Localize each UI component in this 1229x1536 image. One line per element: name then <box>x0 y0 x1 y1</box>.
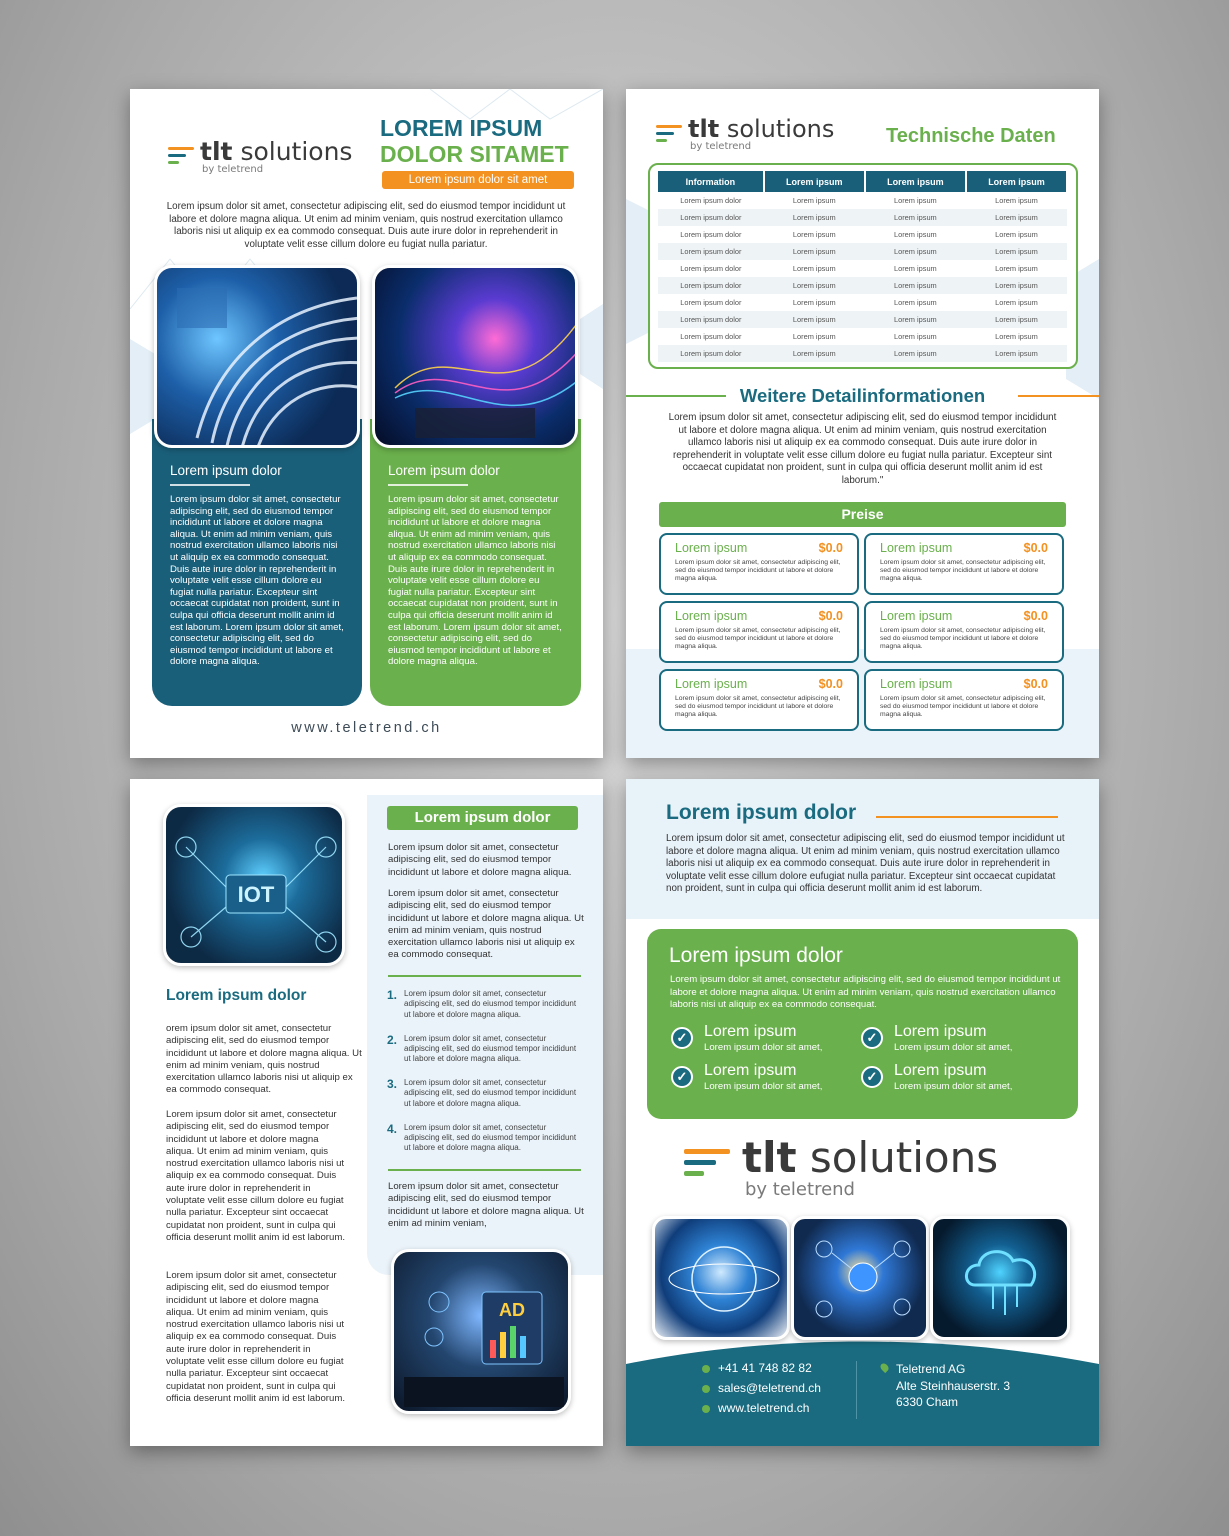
table-cell: Lorem ipsum <box>865 243 966 260</box>
table-cell: Lorem ipsum <box>966 209 1067 226</box>
table-cell: Lorem ipsum <box>865 311 966 328</box>
price-item-name: Lorem ipsum <box>675 609 748 623</box>
footer-divider <box>856 1361 857 1419</box>
cables-illustration <box>157 268 360 448</box>
logo-name: solutions <box>809 1133 999 1182</box>
card-left <box>152 419 362 706</box>
table-cell: Lorem ipsum <box>995 264 1038 273</box>
table-cell: Lorem ipsum <box>764 243 865 260</box>
email-row[interactable] <box>702 1381 821 1395</box>
logo-name: solutions <box>240 137 353 166</box>
page-back-cover <box>626 779 1099 1446</box>
card-right <box>370 419 581 706</box>
price-card <box>864 601 1064 663</box>
checkmark-icon: ✓ <box>671 1066 693 1088</box>
ad-label: AD <box>499 1300 525 1320</box>
detail-divider-right <box>1018 395 1099 397</box>
table-row <box>658 328 1067 345</box>
supply-chain-photo <box>791 1216 929 1340</box>
card-left-title: Lorem ipsum dolor <box>170 463 282 478</box>
iot-photo <box>163 804 345 966</box>
price-item-description: Lorem ipsum dolor sit amet, consectetur adipiscing elit, sed do eiusmod tempor incididunt ut labore et dolore magna aliqua. <box>880 627 1046 651</box>
table-cell: Lorem ipsum <box>995 196 1038 205</box>
phone-number: +41 41 748 82 82 <box>718 1361 812 1375</box>
cover-title-line2: DOLOR SITAMET <box>380 141 569 167</box>
table-header-cell: Lorem ipsum <box>865 171 966 192</box>
price-item-name: Lorem ipsum <box>880 541 953 555</box>
table-header-cell: Information <box>658 171 764 192</box>
cloud-illustration <box>933 1219 1070 1340</box>
checkmark-icon: ✓ <box>671 1027 693 1049</box>
table-cell: Lorem ipsum <box>894 264 937 273</box>
table-row <box>658 277 1067 294</box>
left-paragraph-3: Lorem ipsum dolor sit amet, consectetur adipiscing elit, sed do eiusmod tempor incididunt ut labore et dolore magna aliqua. Ut enim ad minim veniam, quis nostrud exercitation ullamco laboris nisi ut aliquip ex ea commodo consequat. Duis aute irure dolor in reprehenderit in voluptate velit esse cillum dolore eu fugiat nulla pariatur. Excepteur sint occaecat cupidatat non proident, sunt in culpa qui officia deserunt mollit anim id est laborum. <box>166 1270 345 1404</box>
price-item-name: Lorem ipsum <box>880 609 953 623</box>
feature-title: Lorem ipsum <box>894 1023 987 1040</box>
table-cell: Lorem ipsum <box>792 230 836 239</box>
list-divider-bottom <box>388 1169 581 1171</box>
table-cell: Lorem ipsum <box>894 298 937 307</box>
logo-name-bold: tlt <box>688 115 720 143</box>
email-icon <box>702 1385 710 1393</box>
feature-title: Lorem ipsum <box>894 1062 987 1079</box>
table-cell: Lorem ipsum <box>966 277 1067 294</box>
company-logo <box>168 139 352 175</box>
detail-text: Lorem ipsum dolor sit amet, consectetur adipiscing elit, sed do eiusmod tempor incididunt ut labore et dolore magna aliqua. Ut enim ad minim veniam, quis nostrud exercitation ullamco laboris nisi ut aliquip ex ea commodo consequat. Duis aute irure dolor in reprehenderit in voluptate velit esse cillum dolore eu fugiat nulla pariatur. Excepteur sint occaecat cupidatat non proident, sunt in culpa qui officia deserunt mollit anim id est laborum." <box>668 412 1057 486</box>
list-item: Lorem ipsum dolor sit amet, consectetur adipiscing elit, sed do eiusmod tempor incididunt ut labore et dolore magna aliqua. <box>404 989 577 1019</box>
phone-icon <box>702 1365 710 1373</box>
table-cell: Lorem ipsum <box>764 209 865 226</box>
card-left-divider <box>170 484 250 486</box>
table-cell: Lorem ipsum <box>792 298 836 307</box>
prices-title: Preise <box>659 502 1066 527</box>
feature-item <box>894 1023 1012 1053</box>
cover-title-line1: LOREM IPSUM <box>380 115 543 141</box>
table-cell: Lorem ipsum <box>894 230 937 239</box>
globe-icon <box>702 1405 710 1413</box>
table-row <box>658 294 1067 311</box>
web-row[interactable] <box>702 1401 809 1415</box>
right-paragraph-3: Lorem ipsum dolor sit amet, consectetur adipiscing elit, sed do eiusmod tempor incididunt ut labore et dolore magna aliqua. Ut enim ad minim veniam, <box>388 1181 584 1229</box>
price-item-description: Lorem ipsum dolor sit amet, consectetur adipiscing elit, sed do eiusmod tempor incididunt ut labore et dolore magna aliqua. <box>675 695 841 719</box>
right-paragraph-2: Lorem ipsum dolor sit amet, consectetur adipiscing elit, sed do eiusmod tempor incididunt ut labore et dolore magna aliqua. Ut enim ad minim veniam, quis nostrud exercitation ullamco laboris nisi ut aliquip ex ea commodo consequat. <box>388 888 584 961</box>
table-row <box>658 192 1067 209</box>
cover-intro-text: Lorem ipsum dolor sit amet, consectetur adipiscing elit, sed do eiusmod tempor incididunt ut labore et dolore magna aliqua. Ut enim ad minim veniam, quis nostrud exercitation ullamco laboris nisi ut aliquip ex ea commodo consequat. Duis aute irure dolor in reprehenderit in voluptate velit esse cillum dolore eu fugiat nulla pariatur. <box>166 201 566 250</box>
feature-item <box>704 1023 822 1053</box>
company-logo <box>656 117 834 152</box>
table-cell: Lorem ipsum dolor <box>658 311 764 328</box>
table-cell: Lorem ipsum dolor <box>658 345 764 362</box>
table-cell: Lorem ipsum dolor <box>680 264 742 273</box>
logo-mark-icon <box>656 125 682 143</box>
page-front-cover <box>130 89 603 758</box>
table-header-cell: Lorem ipsum <box>764 171 865 192</box>
table-cell: Lorem ipsum <box>865 277 966 294</box>
detail-title: Weitere Detailinformationen <box>739 385 986 406</box>
table-header-cell: Lorem ipsum <box>966 171 1067 192</box>
left-paragraph-2: Lorem ipsum dolor sit amet, consectetur adipiscing elit, sed do eiusmod tempor incididunt ut labore et dolore magna aliqua. Ut enim ad minim veniam, quis nostrud exercitation ullamco laboris nisi ut aliquip ex ea commodo consequat. Duis aute irure dolor in reprehenderit in voluptate velit esse cillum dolore eu fugiat nulla pariatur. Excepteur sint occaecat cupidatat non proident, sunt in culpa qui officia deserunt mollit anim id est laborum. <box>166 1109 345 1243</box>
table-row <box>658 226 1067 243</box>
logo-name-bold: tlt <box>742 1133 797 1182</box>
logo-name-bold: tlt <box>200 137 233 166</box>
table-cell: Lorem ipsum <box>865 209 966 226</box>
checkmark-icon: ✓ <box>861 1027 883 1049</box>
company-name: Teletrend AG <box>896 1362 966 1376</box>
table-cell: Lorem ipsum <box>764 277 865 294</box>
cover-badge: Lorem ipsum dolor sit amet <box>382 171 574 189</box>
website-link: www.teletrend.ch <box>718 1401 810 1415</box>
table-cell: Lorem ipsum <box>894 332 937 341</box>
green-panel-text: Lorem ipsum dolor sit amet, consectetur adipiscing elit, sed do eiusmod tempor incididunt ut labore et dolore magna aliqua. Ut enim ad minim veniam, quis nostrud exercitation ullamco laboris nisi ut aliquip ex ea commodo consequat. <box>670 974 1061 1011</box>
price-item-description: Lorem ipsum dolor sit amet, consectetur adipiscing elit, sed do eiusmod tempor incididunt ut labore et dolore magna aliqua. <box>675 627 841 651</box>
page-inner-content <box>130 779 603 1446</box>
tech-data-title: Technische Daten <box>886 125 1056 147</box>
table-cell: Lorem ipsum <box>894 196 937 205</box>
table-cell: Lorem ipsum <box>792 196 836 205</box>
list-number: 1. <box>387 988 398 1002</box>
price-card <box>864 669 1064 731</box>
table-cell: Lorem ipsum <box>995 230 1038 239</box>
footer-wave <box>626 1334 1099 1446</box>
feature-text: Lorem ipsum dolor sit amet, <box>894 1081 1013 1092</box>
iot-label: IOT <box>237 882 275 907</box>
price-card <box>659 601 859 663</box>
table-header-row <box>658 171 1067 192</box>
price-card <box>659 533 859 595</box>
price-item-value: $0.0 <box>1023 541 1048 555</box>
price-item-value: $0.0 <box>818 677 843 691</box>
price-item-name: Lorem ipsum <box>880 677 953 691</box>
analytics-laptop-photo <box>391 1249 571 1414</box>
website-url[interactable]: www.teletrend.ch <box>291 720 442 736</box>
card-left-text: Lorem ipsum dolor sit amet, consectetur adipiscing elit, sed do eiusmod tempor incididunt ut labore et dolore magna aliqua. Ut enim ad minim veniam, quis nostrud exercitation ullamco laboris nisi ut aliquip ex ea commodo consequat. Duis aute irure dolor in reprehenderit in voluptate velit esse cillum dolore eu fugiat nulla pariatur. Excepteur sint occaecat cupidatat non proident, sunt in culpa qui officia deserunt mollit anim id est laborum. Lorem ipsum dolor sit amet, consectetur adipiscing elit, sed do eiusmod tempor incididunt ut labore et dolore magna aliqua. <box>170 494 344 668</box>
back-title-divider <box>876 816 1058 818</box>
card-right-divider <box>388 484 468 486</box>
street-address: Alte Steinhauserstr. 3 <box>896 1378 1011 1393</box>
table-cell: Lorem ipsum <box>966 243 1067 260</box>
right-paragraph-1: Lorem ipsum dolor sit amet, consectetur adipiscing elit, sed do eiusmod tempor incididunt ut labore et dolore magna aliqua. <box>388 842 572 878</box>
table-cell: Lorem ipsum dolor <box>680 196 742 205</box>
table-cell: Lorem ipsum <box>966 345 1067 362</box>
logo-name: solutions <box>726 115 835 143</box>
email-address: sales@teletrend.ch <box>718 1381 821 1395</box>
list-item: Lorem ipsum dolor sit amet, consectetur adipiscing elit, sed do eiusmod tempor incididunt ut labore et dolore magna aliqua. <box>404 1122 577 1153</box>
cloud-photo <box>930 1216 1070 1340</box>
network-cables-photo <box>154 265 360 448</box>
table-row <box>658 311 1067 328</box>
left-paragraph-1: orem ipsum dolor sit amet, consectetur adipiscing elit, sed do eiusmod tempor incididunt ut labore et dolore magna aliqua. Ut enim ad minim veniam, quis nostrud exercitation ullamco laboris nisi ut aliquip ex ea commodo consequat. <box>166 1023 362 1096</box>
table-row <box>658 260 1067 277</box>
right-section-badge: Lorem ipsum dolor <box>387 806 578 830</box>
table-cell: Lorem ipsum <box>995 298 1038 307</box>
feature-title: Lorem ipsum <box>704 1023 797 1040</box>
price-item-value: $0.0 <box>818 541 843 555</box>
feature-title: Lorem ipsum <box>704 1062 797 1079</box>
data-laptop-photo <box>372 265 578 448</box>
price-item-description: Lorem ipsum dolor sit amet, consectetur adipiscing elit, sed do eiusmod tempor incididunt ut labore et dolore magna aliqua. <box>880 695 1046 719</box>
table-cell: Lorem ipsum <box>995 332 1038 341</box>
table-cell: Lorem ipsum <box>792 332 836 341</box>
table-cell: Lorem ipsum dolor <box>680 230 742 239</box>
analytics-illustration <box>394 1252 571 1414</box>
logo-mark-icon <box>684 1149 732 1179</box>
data-waves-illustration <box>375 268 578 448</box>
card-right-title: Lorem ipsum dolor <box>388 463 500 478</box>
logo-subtitle: by teletrend <box>202 164 264 175</box>
large-company-logo <box>684 1133 999 1200</box>
table-cell: Lorem ipsum dolor <box>680 298 742 307</box>
supply-illustration <box>794 1219 929 1340</box>
green-panel-title: Lorem ipsum dolor <box>669 944 843 967</box>
table-row <box>658 209 1067 226</box>
city-address: 6330 Cham <box>896 1395 959 1409</box>
feature-text: Lorem ipsum dolor sit amet, <box>704 1081 823 1092</box>
price-item-value: $0.0 <box>1023 609 1048 623</box>
logo-subtitle: by teletrend <box>745 1179 855 1200</box>
table-cell: Lorem ipsum dolor <box>658 277 764 294</box>
page-technical-data <box>626 89 1099 758</box>
price-item-value: $0.0 <box>1023 677 1048 691</box>
table-row <box>658 243 1067 260</box>
feature-item <box>704 1062 822 1092</box>
tech-data-table-frame <box>648 163 1078 369</box>
feature-item <box>894 1062 1012 1092</box>
globe-photo <box>652 1216 790 1340</box>
list-divider-top <box>388 975 581 977</box>
logo-subtitle: by teletrend <box>690 141 752 152</box>
table-cell: Lorem ipsum dolor <box>658 243 764 260</box>
price-item-name: Lorem ipsum <box>675 677 748 691</box>
list-item: Lorem ipsum dolor sit amet, consectetur adipiscing elit, sed do eiusmod tempor incididunt ut labore et dolore magna aliqua. <box>404 1078 577 1108</box>
table-cell: Lorem ipsum <box>764 345 865 362</box>
iot-illustration <box>166 807 345 966</box>
table-cell: Lorem ipsum <box>865 345 966 362</box>
table-body <box>658 192 1067 362</box>
logo-mark-icon <box>168 147 194 165</box>
back-intro-text: Lorem ipsum dolor sit amet, consectetur adipiscing elit, sed do eiusmod tempor incididunt ut labore et dolore magna aliqua. Ut enim ad minim veniam, quis nostrud exercitation ullamco laboris nisi ut aliquip ex ea commodo consequat. Duis aute irure dolor in reprehenderit in voluptate velit esse cillum dolore eufugiat nulla pariatur. Excepteur sint occaecat cupidatat non proident, sunt in culpa qui officia deserunt mollit anim id est laborum. <box>666 833 1065 895</box>
globe-illustration <box>655 1219 790 1340</box>
price-item-name: Lorem ipsum <box>675 541 748 555</box>
list-number: 3. <box>387 1077 398 1091</box>
table-cell: Lorem ipsum <box>792 264 836 273</box>
list-number: 2. <box>387 1032 398 1047</box>
address-block <box>896 1361 1010 1411</box>
price-card <box>659 669 859 731</box>
table-cell: Lorem ipsum dolor <box>658 209 764 226</box>
phone-row[interactable] <box>702 1361 812 1375</box>
feature-text: Lorem ipsum dolor sit amet, <box>704 1042 823 1053</box>
price-item-description: Lorem ipsum dolor sit amet, consectetur adipiscing elit, sed do eiusmod tempor incididunt ut labore et dolore magna aliqua. <box>880 559 1046 583</box>
price-item-value: $0.0 <box>818 609 843 623</box>
list-number: 4. <box>387 1121 398 1136</box>
checkmark-icon: ✓ <box>861 1066 883 1088</box>
card-right-text: Lorem ipsum dolor sit amet, consectetur adipiscing elit, sed do eiusmod tempor incididunt ut labore et dolore magna aliqua. Ut enim ad minim veniam, quis nostrud exercitation ullamco laboris nisi ut aliquip ex ea commodo consequat. Duis aute irure dolor in reprehenderit in voluptate velit esse cillum dolore eu fugiat nulla pariatur. Excepteur sint occaecat cupidatat non proident, sunt in culpa qui officia deserunt mollit anim id est laborum. Lorem ipsum dolor sit amet, consectetur adipiscing elit, sed do eiusmod tempor incididunt ut labore et dolore magna aliqua. <box>388 494 562 668</box>
feature-text: Lorem ipsum dolor sit amet, <box>894 1042 1013 1053</box>
left-section-title: Lorem ipsum dolor <box>166 987 307 1004</box>
table-row <box>658 345 1067 362</box>
table-cell: Lorem ipsum <box>764 311 865 328</box>
table-cell: Lorem ipsum <box>966 311 1067 328</box>
table-cell: Lorem ipsum dolor <box>680 332 742 341</box>
back-title: Lorem ipsum dolor <box>666 801 857 824</box>
price-card <box>864 533 1064 595</box>
price-item-description: Lorem ipsum dolor sit amet, consectetur adipiscing elit, sed do eiusmod tempor incididunt ut labore et dolore magna aliqua. <box>675 559 841 583</box>
tech-data-table <box>658 171 1068 362</box>
list-item: Lorem ipsum dolor sit amet, consectetur adipiscing elit, sed do eiusmod tempor incididunt ut labore et dolore magna aliqua. <box>404 1033 577 1064</box>
cover-title <box>380 115 569 167</box>
